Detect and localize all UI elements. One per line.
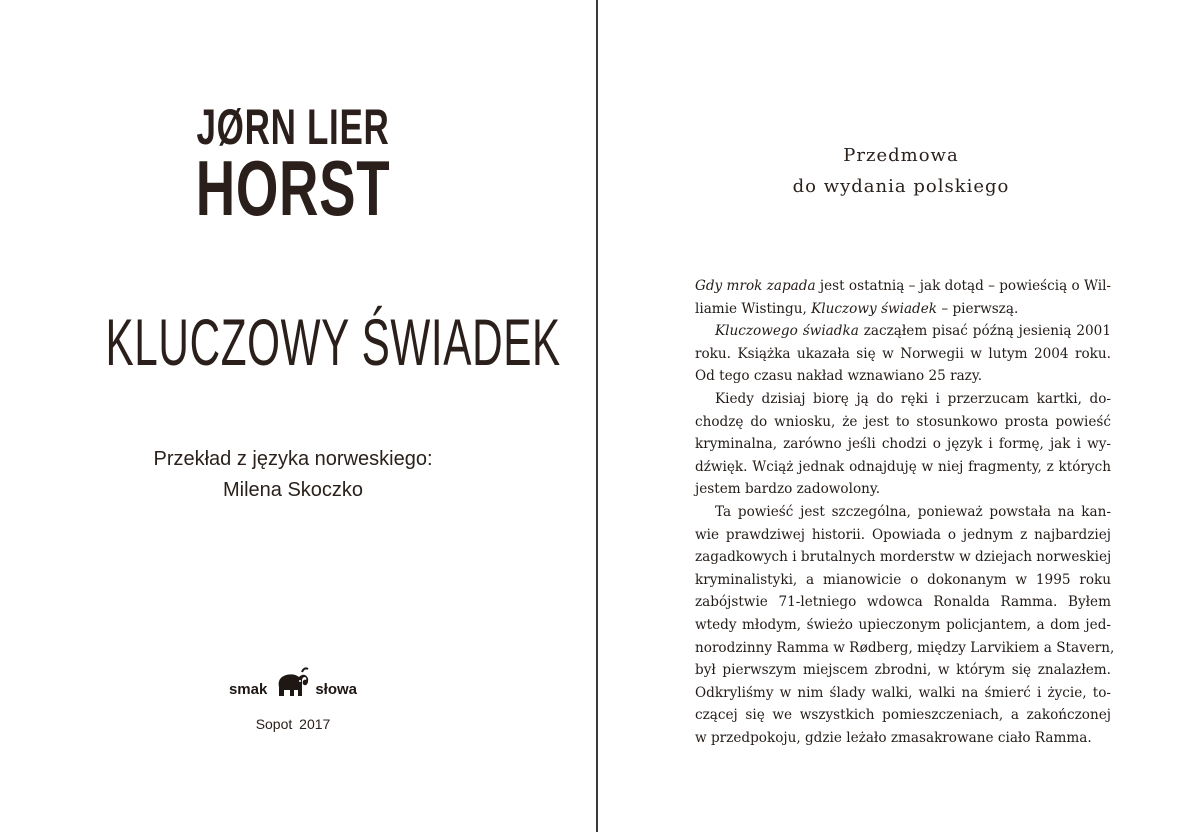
paragraph-4-line: Ta powieść jest szczególna, ponieważ powstała na kan- bbox=[715, 503, 1111, 520]
left-page bbox=[0, 0, 596, 832]
paragraph-1-line-1: Gdy mrok zapada jest ostatnią – jak dotąd – powieścią o Wil- bbox=[695, 278, 1112, 294]
paragraph-1-line-2: liamie Wistingu, Kluczowy świadek – pierwszą. bbox=[695, 300, 1019, 317]
preface-body bbox=[695, 275, 1115, 749]
paragraph-3-line: kryminalna, zarówno jeśli chodzi o język i formę, jak i wy- bbox=[695, 436, 1111, 453]
author-first-name: JØRN LIER bbox=[196, 99, 390, 155]
paragraph-3-line: dźwięk. Wciąż jednak odnajduję w niej fragmenty, z których bbox=[695, 458, 1111, 475]
paragraph-4-line: Odkryliśmy w nim ślady walki, walki na śmierć i życie, to- bbox=[695, 684, 1111, 701]
paragraph-2-line-1: Kluczowego świadka zacząłem pisać późną jesienią 2001 bbox=[715, 323, 1111, 340]
paragraph-4-line: kryminalistyki, a mianowicie o dokonanym w 1995 roku bbox=[695, 571, 1111, 588]
paragraph-3-line: jestem bardzo zadowolony. bbox=[695, 481, 881, 498]
book-title: KLUCZOWY ŚWIADEK bbox=[105, 305, 561, 379]
publisher-logo bbox=[0, 666, 586, 702]
preface-heading bbox=[598, 140, 1193, 202]
place-and-year: Sopot 2017 bbox=[255, 716, 331, 732]
paragraph-4-line: w przedpokoju, gdzie leżało zmasakrowane ciało Ramma. bbox=[695, 729, 1092, 746]
elephant-icon bbox=[269, 666, 313, 702]
paragraph-4-line: czącej się we wszystkich pomieszczeniach, a zakończonej bbox=[695, 707, 1111, 724]
translation-credit bbox=[0, 444, 586, 506]
author-last-name: HORST bbox=[195, 144, 391, 232]
paragraph-4-line: wtedy młodym, świeżo upieczonym policjantem, a dom jed- bbox=[695, 616, 1111, 633]
translation-label: Przekład z języka norweskiego: bbox=[153, 448, 433, 470]
paragraph-4-line: wie prawdziwej historii. Opowiada o jednym z najbardziej bbox=[695, 526, 1111, 543]
publisher-name-right: słowa bbox=[315, 681, 358, 698]
author-name bbox=[88, 99, 498, 232]
paragraph-4-line: zagadkowych i brutalnych morderstw w dziejach norweskiej bbox=[695, 549, 1112, 566]
paragraph-3-line: Kiedy dzisiaj biorę ją do ręki i przerzucam kartki, do- bbox=[715, 390, 1111, 407]
right-page bbox=[598, 0, 1193, 832]
paragraph-4-line: zabójstwie 71-letniego wdowca Ronalda Ramma. Byłem bbox=[695, 594, 1111, 611]
preface-heading-line2: do wydania polskiego bbox=[792, 176, 1010, 197]
preface-heading-line1: Przedmowa bbox=[843, 145, 959, 166]
translator-name: Milena Skoczko bbox=[222, 479, 364, 501]
publisher-name-left: smak bbox=[228, 681, 268, 698]
paragraph-4-line: norodzinny Ramma w Rødberg, między Larvikiem a Stavern, bbox=[695, 639, 1115, 656]
paragraph-2-line-3: Od tego czasu nakład wznawiano 25 razy. bbox=[695, 368, 983, 385]
paragraph-4-line: był pierwszym miejscem zbrodni, w którym się znalazłem. bbox=[695, 662, 1111, 679]
paragraph-3-line: chodzę do wniosku, że jest to stosunkowo prosta powieść bbox=[695, 413, 1111, 430]
paragraph-2-line-2: roku. Książka ukazała się w Norwegii w lutym 2004 roku. bbox=[695, 345, 1111, 362]
